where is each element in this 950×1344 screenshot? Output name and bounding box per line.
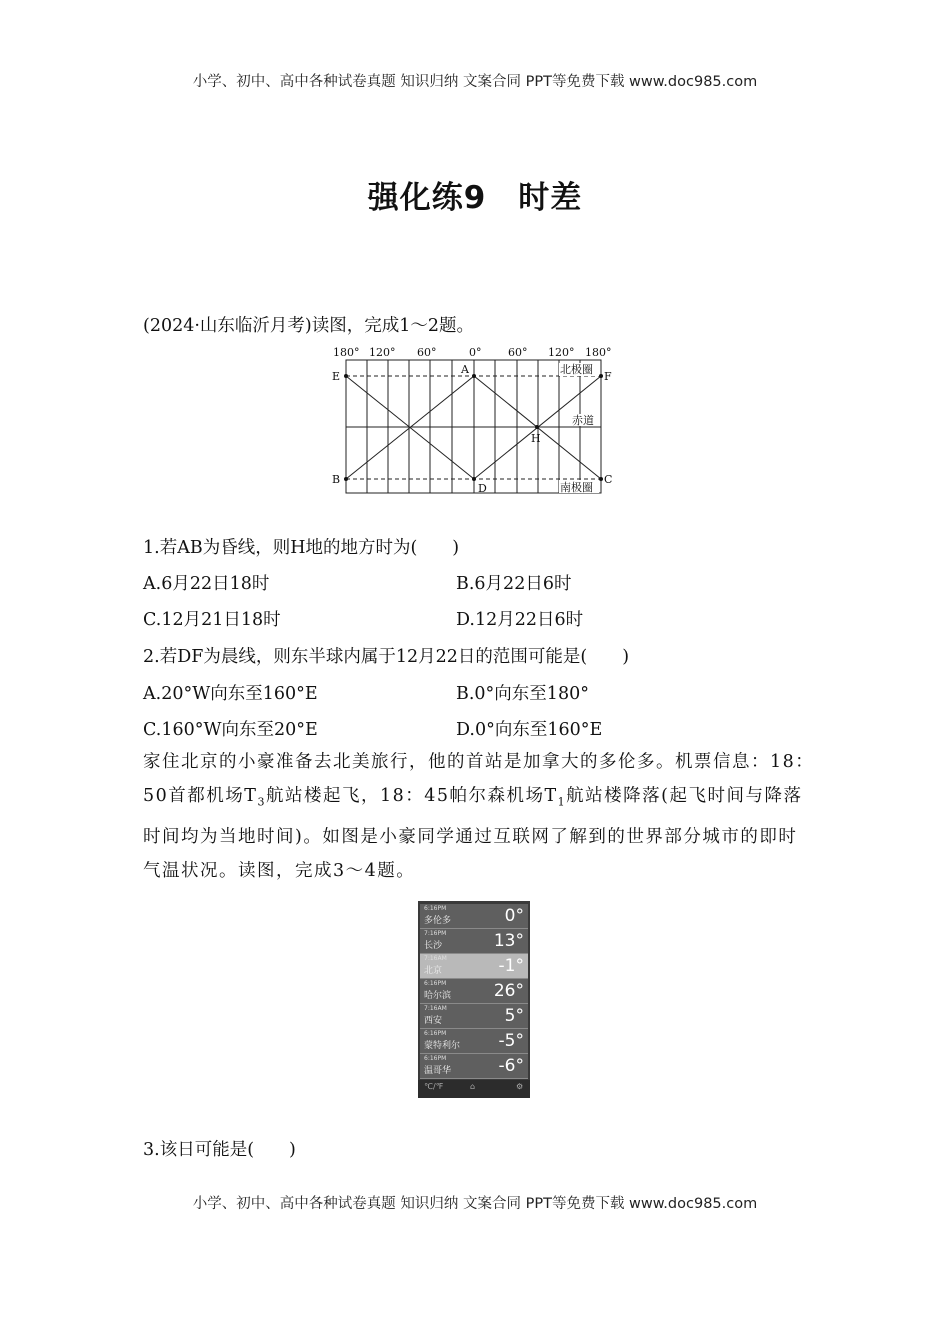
passage-line-2: 50首都机场$T_3$航站楼起飞，18：45帕尔森机场$T_1$航站楼降落(起飞时间与降落 bbox=[143, 786, 803, 809]
weather-row: 6:16PM 哈尔滨 26° bbox=[420, 979, 528, 1004]
weather-row: 7:16AM 西安 5° bbox=[420, 1004, 528, 1029]
label-equator: 赤道 bbox=[572, 414, 594, 427]
header-banner: 小学、初中、高中各种试卷真题 知识归纳 文案合同 PPT等免费下载 www.doc985.com bbox=[192, 74, 758, 90]
q1-option-d: D.12月22日6时 bbox=[456, 610, 584, 630]
home-icon: ⌂ bbox=[470, 1082, 476, 1091]
label-arctic: 北极圈 bbox=[560, 363, 593, 376]
point-H bbox=[535, 425, 539, 429]
unit-toggle-icon: ℃/℉ bbox=[424, 1082, 444, 1091]
passage-line-4: 气温状况。读图，完成3～4题。 bbox=[143, 860, 416, 881]
q2-option-d: D.0°向东至160°E bbox=[456, 720, 603, 740]
intro-text: (2024·山东临沂月考)读图，完成1～2题。 bbox=[143, 316, 475, 336]
passage-line-1: 家住北京的小豪准备去北美旅行，他的首站是加拿大的多伦多。机票信息：18： bbox=[143, 752, 815, 772]
q1-option-b: B.6月22日6时 bbox=[456, 574, 572, 594]
weather-row: 6:16PM 温哥华 -6° bbox=[420, 1054, 528, 1079]
page-title: 强化练9 时差 bbox=[367, 180, 583, 216]
passage bbox=[143, 745, 823, 888]
lon-label: 60° bbox=[508, 346, 528, 359]
q2-option-b: B.0°向东至180° bbox=[456, 684, 589, 704]
point-B bbox=[344, 477, 348, 481]
lon-label: 120° bbox=[548, 346, 575, 359]
label-C: C bbox=[604, 473, 613, 486]
lon-label: 60° bbox=[417, 346, 437, 359]
label-D: D bbox=[478, 482, 487, 495]
weather-toolbar bbox=[418, 1080, 530, 1098]
point-D bbox=[472, 477, 476, 481]
lon-label: 180° bbox=[333, 346, 360, 359]
q2-stem: 2.若DF为晨线，则东半球内属于12月22日的范围可能是( ) bbox=[143, 647, 630, 667]
label-antarctic: 南极圈 bbox=[560, 481, 593, 494]
lon-label: 0° bbox=[469, 346, 482, 359]
label-E: E bbox=[332, 370, 341, 383]
q2-option-c: C.160°W向东至20°E bbox=[143, 720, 318, 740]
weather-row: 7:16AM 北京 -1° bbox=[420, 954, 528, 979]
point-E bbox=[344, 374, 348, 378]
gear-icon: ⚙ bbox=[516, 1082, 524, 1091]
q1-stem: 1.若AB为昏线，则H地的地方时为( ) bbox=[143, 538, 460, 558]
lon-label: 180° bbox=[585, 346, 612, 359]
label-H: H bbox=[531, 432, 541, 445]
passage-line-3: 时间均为当地时间)。如图是小豪同学通过互联网了解到的世界部分城市的即时 bbox=[143, 826, 798, 847]
q1-option-c: C.12月21日18时 bbox=[143, 610, 281, 630]
weather-row: 7:16PM 长沙 13° bbox=[420, 929, 528, 954]
q1-option-a: A.6月22日18时 bbox=[143, 574, 270, 594]
footer-banner: 小学、初中、高中各种试卷真题 知识归纳 文案合同 PPT等免费下载 www.doc985.com bbox=[192, 1196, 758, 1212]
label-F: F bbox=[604, 370, 612, 383]
point-C bbox=[599, 477, 603, 481]
label-A: A bbox=[461, 363, 469, 376]
q2-option-a: A.20°W向东至160°E bbox=[143, 684, 318, 704]
point-F bbox=[599, 374, 603, 378]
weather-row: 6:16PM 蒙特利尔 -5° bbox=[420, 1029, 528, 1054]
weather-row: 6:16PM 多伦多 0° bbox=[420, 904, 528, 929]
point-A bbox=[472, 374, 476, 378]
q3-stem: 3.该日可能是( ) bbox=[143, 1140, 296, 1160]
weather-screenshot bbox=[418, 901, 530, 1098]
day-night-diagram bbox=[328, 343, 618, 498]
label-B: B bbox=[332, 473, 341, 486]
lon-label: 120° bbox=[369, 346, 396, 359]
